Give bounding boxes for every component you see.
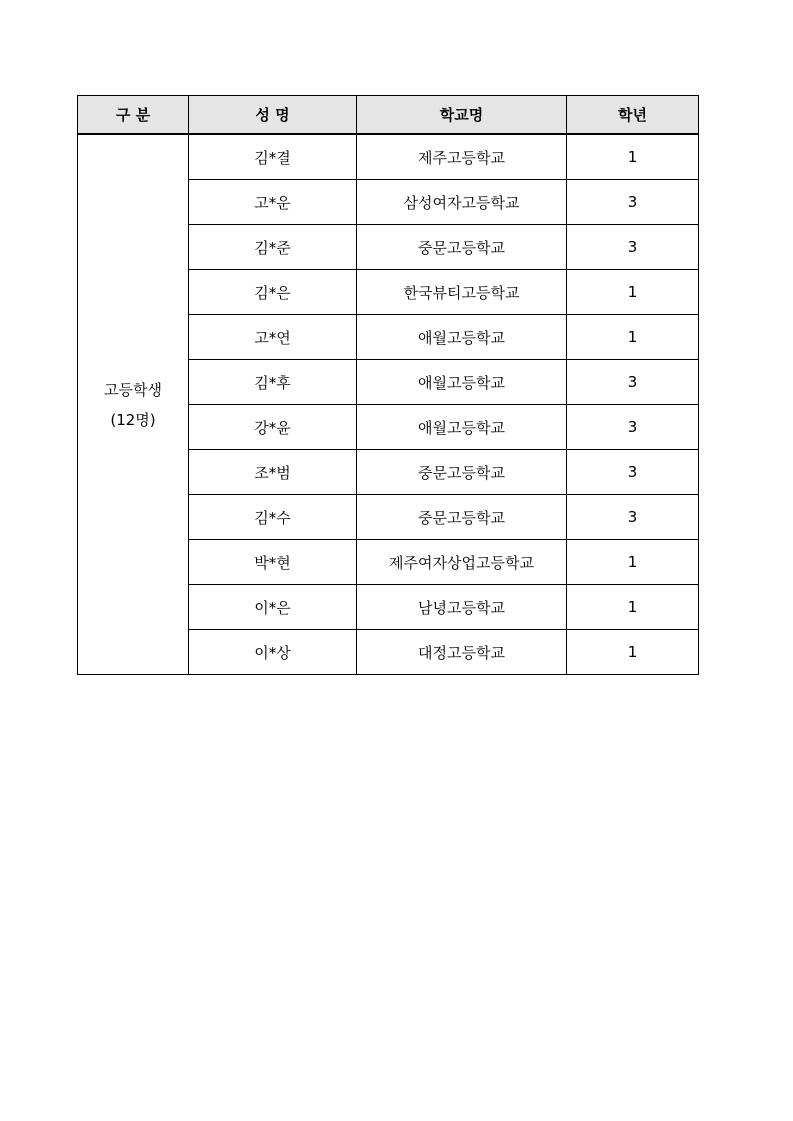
student-name: 김*후 (189, 360, 357, 405)
header-school: 학교명 (357, 96, 567, 135)
grade-value: 1 (567, 315, 699, 360)
student-name: 김*수 (189, 495, 357, 540)
grade-value: 3 (567, 405, 699, 450)
school-name: 삼성여자고등학교 (357, 180, 567, 225)
student-name: 박*현 (189, 540, 357, 585)
grade-value: 3 (567, 360, 699, 405)
student-name: 조*범 (189, 450, 357, 495)
student-name: 이*상 (189, 630, 357, 675)
category-label: 고등학생 (104, 380, 162, 399)
header-name: 성 명 (189, 96, 357, 135)
student-name: 김*준 (189, 225, 357, 270)
school-name: 애월고등학교 (357, 360, 567, 405)
student-name: 김*은 (189, 270, 357, 315)
school-name: 중문고등학교 (357, 450, 567, 495)
category-count: (12명) (110, 410, 156, 429)
student-name: 이*은 (189, 585, 357, 630)
grade-value: 1 (567, 270, 699, 315)
school-name: 남녕고등학교 (357, 585, 567, 630)
student-name: 강*윤 (189, 405, 357, 450)
school-name: 제주고등학교 (357, 134, 567, 180)
header-category: 구 분 (78, 96, 189, 135)
school-name: 제주여자상업고등학교 (357, 540, 567, 585)
school-name: 애월고등학교 (357, 405, 567, 450)
category-cell (78, 134, 189, 675)
school-name: 한국뷰티고등학교 (357, 270, 567, 315)
school-name: 중문고등학교 (357, 225, 567, 270)
school-name: 대정고등학교 (357, 630, 567, 675)
school-name: 애월고등학교 (357, 315, 567, 360)
student-name: 김*결 (189, 134, 357, 180)
grade-value: 3 (567, 450, 699, 495)
grade-value: 3 (567, 180, 699, 225)
student-roster-table (77, 95, 699, 675)
header-row (78, 96, 699, 135)
grade-value: 3 (567, 225, 699, 270)
student-name: 고*연 (189, 315, 357, 360)
school-name: 중문고등학교 (357, 495, 567, 540)
header-grade: 학년 (567, 96, 699, 135)
grade-value: 3 (567, 495, 699, 540)
table-body (78, 134, 699, 675)
grade-value: 1 (567, 540, 699, 585)
grade-value: 1 (567, 585, 699, 630)
student-name: 고*운 (189, 180, 357, 225)
grade-value: 1 (567, 630, 699, 675)
table-row (78, 134, 699, 180)
grade-value: 1 (567, 134, 699, 180)
